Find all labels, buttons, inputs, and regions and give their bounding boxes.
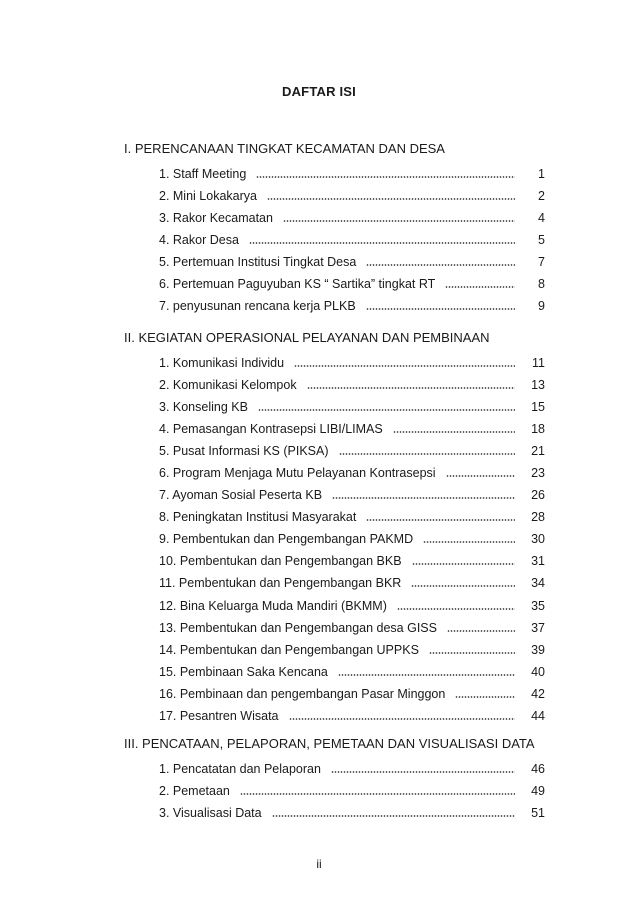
dot-leader: [455, 696, 515, 698]
toc-entry-label: 1. Komunikasi Individu: [159, 356, 285, 370]
dot-leader: [331, 771, 515, 773]
dot-leader: [445, 286, 515, 288]
dot-leader: [366, 519, 515, 521]
toc-entry-label: 15. Pembinaan Saka Kencana: [159, 665, 328, 679]
toc-entry: [159, 165, 545, 183]
dot-leader: [393, 431, 515, 433]
dot-leader: [240, 793, 515, 795]
toc-entry: [159, 597, 545, 615]
toc-entry-page: 9: [538, 299, 545, 313]
toc-entry-label: 3. Konseling KB: [159, 400, 248, 414]
dot-leader: [366, 308, 515, 310]
toc-entry-label: 2. Mini Lokakarya: [159, 189, 257, 203]
toc-entry: [159, 707, 545, 725]
toc-entry-page: 26: [531, 488, 545, 502]
toc-entry: [159, 619, 545, 637]
toc-entry: [159, 275, 545, 293]
toc-entry-label: 4. Rakor Desa: [159, 233, 239, 247]
toc-entry-page: 21: [531, 444, 545, 458]
dot-leader: [423, 541, 515, 543]
toc-entry-label: 14. Pembentukan dan Pengembangan UPPKS: [159, 643, 419, 657]
dot-leader: [283, 220, 515, 222]
dot-leader: [446, 475, 515, 477]
toc-entry-label: 11. Pembentukan dan Pengembangan BKR: [159, 576, 402, 590]
toc-entry-label: 10. Pembentukan dan Pengembangan BKB: [159, 554, 402, 568]
toc-entry: [159, 782, 545, 800]
toc-entry: [159, 187, 545, 205]
dot-leader: [411, 585, 515, 587]
toc-entry: [159, 209, 545, 227]
toc-entry-label: 5. Pusat Informasi KS (PIKSA): [159, 444, 329, 458]
toc-entry-page: 35: [531, 599, 545, 613]
toc-entry-label: 9. Pembentukan dan Pengembangan PAKMD: [159, 532, 414, 546]
toc-entry: [159, 297, 545, 315]
toc-entry-label: 13. Pembentukan dan Pengembangan desa GISS: [159, 621, 437, 635]
toc-entry-page: 49: [531, 784, 545, 798]
dot-leader: [289, 718, 515, 720]
toc-entry-label: 2. Komunikasi Kelompok: [159, 378, 297, 392]
toc-entry-label: 3. Visualisasi Data: [159, 806, 262, 820]
dot-leader: [332, 497, 515, 499]
dot-leader: [338, 674, 515, 676]
section-heading: I. PERENCANAAN TINGKAT KECAMATAN DAN DESA: [124, 141, 445, 156]
toc-entry: [159, 354, 545, 372]
toc-entry-page: 37: [531, 621, 545, 635]
toc-entry-page: 31: [531, 554, 545, 568]
toc-entry: [159, 376, 545, 394]
toc-entry-label: 1. Staff Meeting: [159, 167, 247, 181]
toc-entry-label: 4. Pemasangan Kontrasepsi LIBI/LIMAS: [159, 422, 383, 436]
toc-entry: [159, 574, 545, 592]
toc-entry: [159, 420, 545, 438]
toc-entry-page: 23: [531, 466, 545, 480]
toc-entry-page: 44: [531, 709, 545, 723]
dot-leader: [447, 630, 515, 632]
toc-entry-page: 15: [531, 400, 545, 414]
section-heading: II. KEGIATAN OPERASIONAL PELAYANAN DAN PEMBINAAN: [124, 330, 490, 345]
toc-entry: [159, 530, 545, 548]
dot-leader: [256, 176, 515, 178]
toc-entry-label: 6. Pertemuan Paguyuban KS “ Sartika” tingkat RT: [159, 277, 436, 291]
toc-entry-label: 16. Pembinaan dan pengembangan Pasar Minggon: [159, 687, 446, 701]
toc-entry-label: 2. Pemetaan: [159, 784, 230, 798]
toc-entry-page: 11: [532, 356, 545, 370]
toc-entry-page: 7: [538, 255, 545, 269]
dot-leader: [307, 387, 515, 389]
dot-leader: [258, 409, 515, 411]
dot-leader: [397, 608, 515, 610]
dot-leader: [429, 652, 515, 654]
toc-entry-label: 12. Bina Keluarga Muda Mandiri (BKMM): [159, 599, 387, 613]
toc-entry-page: 28: [531, 510, 545, 524]
dot-leader: [267, 198, 515, 200]
dot-leader: [339, 453, 515, 455]
toc-entry-label: 7. penyusunan rencana kerja PLKB: [159, 299, 356, 313]
toc-entry-label: 8. Peningkatan Institusi Masyarakat: [159, 510, 357, 524]
toc-entry: [159, 508, 545, 526]
toc-entry-label: 6. Program Menjaga Mutu Pelayanan Kontrasepsi: [159, 466, 436, 480]
toc-entry: [159, 231, 545, 249]
toc-entry: [159, 804, 545, 822]
toc-entry-page: 4: [538, 211, 545, 225]
dot-leader: [412, 563, 515, 565]
dot-leader: [366, 264, 515, 266]
toc-entry-page: 42: [531, 687, 545, 701]
toc-entry: [159, 552, 545, 570]
toc-entry-page: 46: [531, 762, 545, 776]
dot-leader: [272, 815, 515, 817]
toc-entry-page: 5: [538, 233, 545, 247]
toc-entry-page: 2: [538, 189, 545, 203]
toc-entry-label: 1. Pencatatan dan Pelaporan: [159, 762, 321, 776]
toc-entry-page: 40: [531, 665, 545, 679]
toc-entry: [159, 253, 545, 271]
toc-entry-page: 39: [531, 643, 545, 657]
toc-entry-page: 13: [531, 378, 545, 392]
toc-entry: [159, 442, 545, 460]
toc-entry: [159, 464, 545, 482]
page-number-footer: ii: [316, 857, 322, 871]
section-heading: III. PENCATAAN, PELAPORAN, PEMETAAN DAN VISUALISASI DATA: [124, 736, 535, 751]
toc-entry-page: 18: [531, 422, 545, 436]
toc-entry-page: 8: [538, 277, 545, 291]
toc-entry: [159, 760, 545, 778]
toc-entry-page: 34: [531, 576, 545, 590]
toc-entry: [159, 641, 545, 659]
toc-entry-page: 30: [531, 532, 545, 546]
page-title: DAFTAR ISI: [282, 84, 356, 99]
toc-entry-label: 5. Pertemuan Institusi Tingkat Desa: [159, 255, 357, 269]
toc-entry-label: 17. Pesantren Wisata: [159, 709, 279, 723]
toc-entry-page: 51: [531, 806, 545, 820]
toc-entry-label: 3. Rakor Kecamatan: [159, 211, 273, 225]
toc-entry-page: 1: [538, 167, 545, 181]
toc-entry: [159, 663, 545, 681]
toc-entry: [159, 685, 545, 703]
toc-entry: [159, 486, 545, 504]
dot-leader: [294, 365, 515, 367]
toc-entry-label: 7. Ayoman Sosial Peserta KB: [159, 488, 323, 502]
toc-entry: [159, 398, 545, 416]
dot-leader: [249, 242, 515, 244]
